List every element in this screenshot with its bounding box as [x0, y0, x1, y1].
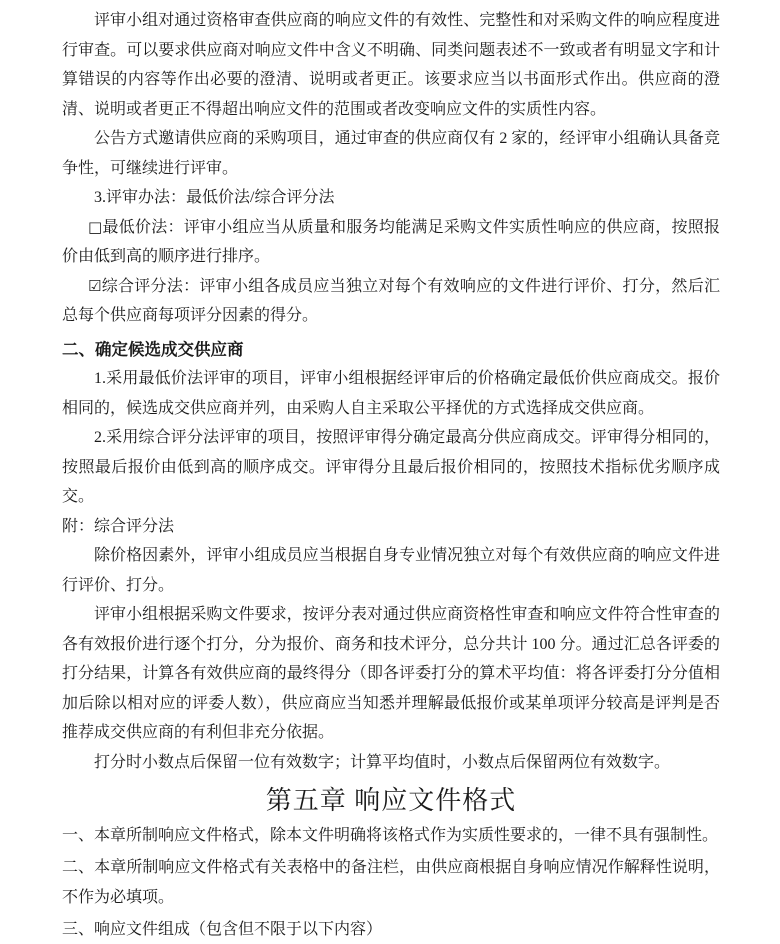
option-lowest-price-text: 最低价法：评审小组应当从质量和服务均能满足采购文件实质性响应的供应商，按照报价由低到高的顺序进行排序。 [62, 219, 720, 266]
option-comprehensive-scoring [62, 272, 720, 331]
paragraph-lowest-price-award: 1.采用最低价法评审的项目，评审小组根据经评审后的价格确定最低价供应商成交。报价相同的，候选成交供应商并列，由采购人自主采取公平择优的方式选择成交供应商。 [62, 364, 720, 423]
option-comprehensive-scoring-text: 综合评分法：评审小组各成员应当独立对每个有效响应的文件进行评价、打分，然后汇总每个供应商每项评分因素的得分。 [62, 278, 720, 325]
paragraph-decimal-rules: 打分时小数点后保留一位有效数字；计算平均值时，小数点后保留两位有效数字。 [62, 748, 720, 778]
paragraph-scoring-method-detail: 评审小组根据采购文件要求，按评分表对通过供应商资格性审查和响应文件符合性审查的各有效报价进行逐个打分，分为报价、商务和技术评分，总分共计 100 分。通过汇总各评委的打分结果，计算各有效供应商的最终得分（即各评委打分的算术平均值：将各评委打分分值相加后除以相对应的评委人数），供应商应当知悉并理解最低报价或某单项评分较高是评判是否推荐成交供应商的有利但非充分依据。 [62, 600, 720, 748]
paragraph-announcement-invite: 公告方式邀请供应商的采购项目，通过审查的供应商仅有 2 家的，经评审小组确认具备竞争性，可继续进行评审。 [62, 124, 720, 183]
section-heading-determine-candidates: 二、确定候选成交供应商 [62, 335, 720, 365]
paragraph-format-rule-1: 一、本章所制响应文件格式，除本文件明确将该格式作为实质性要求的，一律不具有强制性。 [62, 821, 720, 851]
chapter-heading: 第五章 响应文件格式 [62, 781, 720, 821]
option-lowest-price-method [62, 213, 720, 272]
paragraph-review-procedure: 评审小组对通过资格审查供应商的响应文件的有效性、完整性和对采购文件的响应程度进行审查。可以要求供应商对响应文件中含义不明确、同类问题表述不一致或者有明显文字和计算错误的内容等作出必要的澄清、说明或者更正。该要求应当以书面形式作出。供应商的澄清、说明或者更正不得超出响应文件的范围或者改变响应文件的实质性内容。 [62, 6, 720, 124]
paragraph-format-rule-3: 三、响应文件组成（包含但不限于以下内容） [62, 915, 720, 944]
appendix-label: 附：综合评分法 [62, 512, 720, 542]
paragraph-evaluation-method: 3.评审办法：最低价法/综合评分法 [62, 183, 720, 213]
checkbox-unchecked-icon: □ [88, 218, 102, 236]
paragraph-independent-scoring: 除价格因素外，评审小组成员应当根据自身专业情况独立对每个有效供应商的响应文件进行评价、打分。 [62, 541, 720, 600]
checkbox-checked-icon: ☑ [88, 277, 101, 295]
paragraph-format-rule-2: 二、本章所制响应文件格式有关表格中的备注栏，由供应商根据自身响应情况作解释性说明，不作为必填项。 [62, 853, 720, 912]
paragraph-comprehensive-award: 2.采用综合评分法评审的项目，按照评审得分确定最高分供应商成交。评审得分相同的，按照最后报价由低到高的顺序成交。评审得分且最后报价相同的，按照技术指标优劣顺序成交。 [62, 423, 720, 512]
